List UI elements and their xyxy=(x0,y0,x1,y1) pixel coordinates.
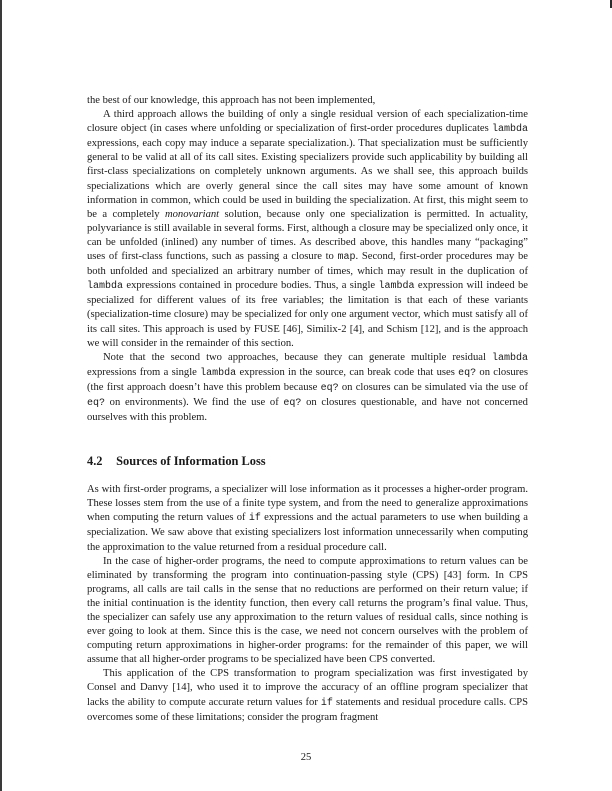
text: Note that the second two approaches, because they can generate multiple residual xyxy=(103,351,492,363)
text: This application of the CPS transformation to program specialization was first investigated by Consel and Danvy [14], who used it to improve the accuracy of an offline program specializer that lacks the ability to compute accurate return values for xyxy=(87,668,528,708)
code-if: if xyxy=(320,697,333,709)
paragraph-continuation: the best of our knowledge, this approach has not been implemented, xyxy=(87,95,376,106)
section-number: 4.2 xyxy=(87,454,103,469)
code-lambda: lambda xyxy=(491,124,528,136)
text: expression will indeed be specialized for different values of its free variables; the limitation is that each of these variants (specialization-time closure) may be specialized for only one argument vector, which must satisfy all of its call sites. This approach is used by FUSE [46], Similix-2 [4], and Schism [12], and is the approach we will consider in the remainder of this section. xyxy=(87,280,528,349)
text: As with first-order programs, a specializer will lose information as it processes a higher-order program. These losses stem from the use of a finite type system, and from the need to generalize approximations when computing the return values of xyxy=(87,484,528,524)
code-lambda: lambda xyxy=(87,281,124,293)
emphasis-monovariant: monovariant xyxy=(164,208,220,220)
paragraph-third-approach xyxy=(87,108,528,351)
code-eq: eq? xyxy=(320,382,339,394)
scan-edge-left xyxy=(0,0,2,791)
code-eq: eq? xyxy=(87,397,106,409)
text: expression in the source, can break code that uses xyxy=(236,366,459,378)
paragraph-note-eq xyxy=(87,351,528,425)
paragraph-consel-danvy xyxy=(87,667,528,724)
text: on closures can be simulated via the use of xyxy=(338,381,528,393)
section-title: Sources of Information Loss xyxy=(116,454,266,469)
code-eq: eq? xyxy=(283,397,302,409)
code-lambda: lambda xyxy=(378,281,415,293)
code-if: if xyxy=(248,513,261,525)
page-body xyxy=(87,94,528,725)
paragraph-cps: In the case of higher-order programs, the need to compute approximations to return values can be eliminated by transforming the program into continuation-passing style (CPS) [43] form. In CPS programs, all calls are tail calls in the sense that no reductions are performed on their return value; if the initial continuation is the identity function, then every call returns the program’s final value. Thus, the specializer can safely use any approximation to the return values of residual calls, since nothing is ever going to look at them. Since this is the case, we need not concern ourselves with the problem of computing return approximations in higher-order programs: for the remainder of this paper, we will assume that all higher-order programs to be specialized have been CPS converted. xyxy=(87,555,528,666)
text: expressions from a single xyxy=(87,366,201,378)
text: on environments). We find the use of xyxy=(105,396,284,408)
code-lambda: lambda xyxy=(491,352,528,364)
paragraph-information-loss xyxy=(87,483,528,554)
text: . Second, first-order procedures may be both unfolded and specialized an arbitrary number of times, which may result in the duplication of xyxy=(87,251,528,278)
section-heading xyxy=(87,453,528,469)
text: expressions, each copy may induce a separate specialization.). That specialization must be sufficiently general to be valid at all of its call sites. Existing specializers provide such applicability by building all first-class specializations on completely unknown arguments. As we shall see, this approach builds specializations which are overly general since the call sites may have some amount of known information in common, which could be used in building the specialization. At first, this might seem to be a completely xyxy=(87,138,528,220)
code-lambda: lambda xyxy=(200,367,237,379)
text: A third approach allows the building of only a single residual version of each specialization-time closure object (in cases where unfolding or specialization of first-order procedures duplicates xyxy=(87,109,528,135)
page-number: 25 xyxy=(300,752,312,763)
code-map: map xyxy=(337,252,356,264)
text: statements and residual procedure calls. CPS overcomes some of these limitations; consider the program fragment xyxy=(87,696,529,723)
text: expressions contained in procedure bodies. Thus, a single xyxy=(123,280,379,292)
text: solution, because only one specialization is permitted. In actuality, polyvariance is still available in several forms. First, although a closure may be specialized only once, it can be unfolded (inlined) any number of times. As described above, this handles many “packaging” uses of first-class functions, such as passing a closure to xyxy=(87,208,528,263)
text: expressions and the actual parameters to use when building a specialization. We saw above that existing specializers lost information unnecessarily when computing the approximation to the value returned from a residual procedure call. xyxy=(87,512,528,553)
text: on closures (the first approach doesn’t have this problem because xyxy=(87,366,528,393)
text: on closures questionable, and have not concerned ourselves with this problem. xyxy=(87,396,528,424)
code-eq: eq? xyxy=(458,367,477,379)
